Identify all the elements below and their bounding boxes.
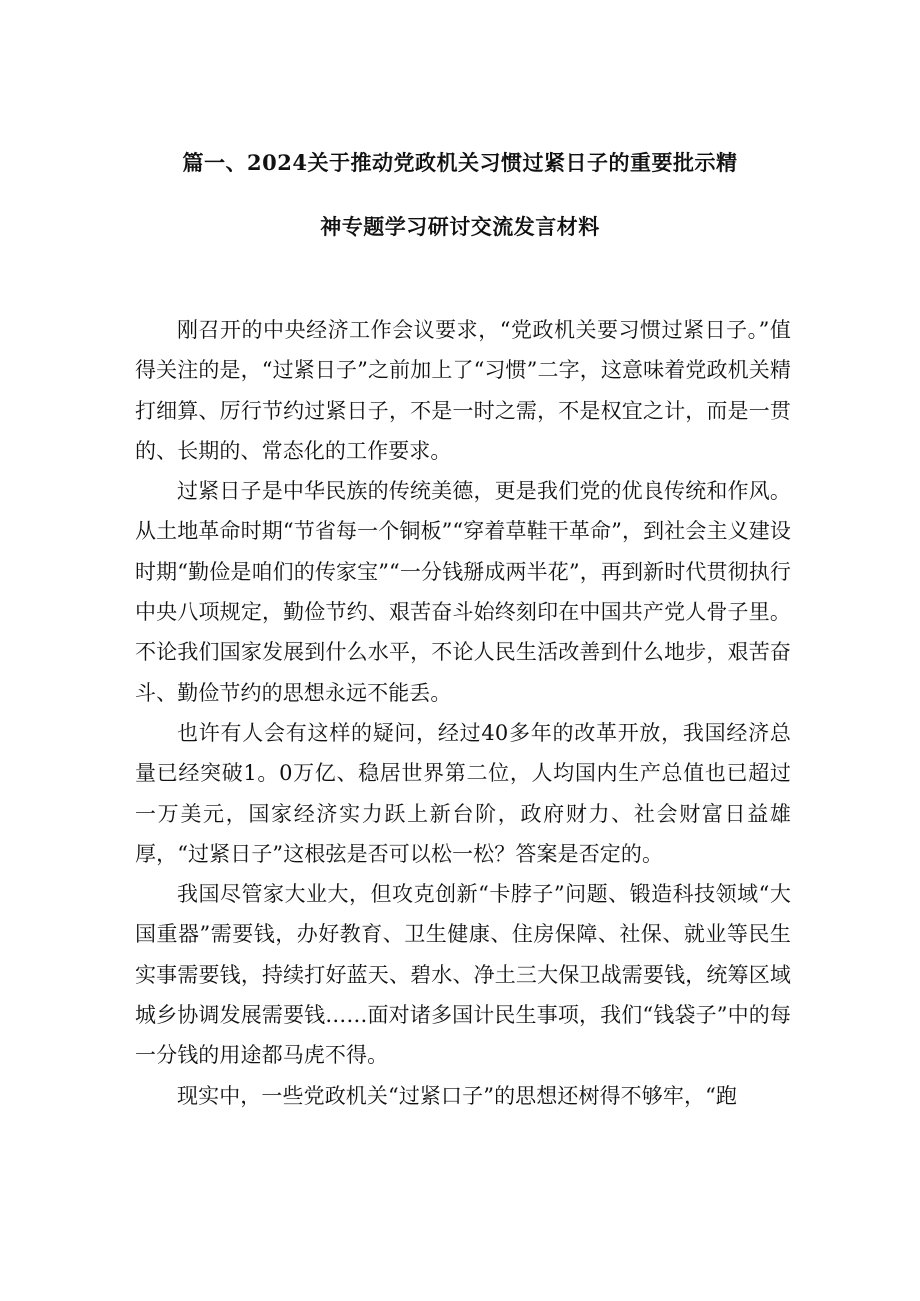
paragraph-5: 现实中，一些党政机关“过紧口子”的思想还树得不够牢，“跑 [177,1083,738,1108]
document-title-line-2: 神专题学习研讨交流发言材料 [320,214,600,239]
document-title-line-1: 篇一、2024关于推动党政机关习惯过紧日子的重要批示精 [182,150,738,175]
paragraph-4: 我国尽管家大业大，但攻克创新“卡脖子”问题、锻造科技领域“大国重器”需要钱，办好教育、卫生健康、住房保障、社保、就业等民生实事需要钱，持续打好蓝天、碧水、净土三大保卫战需要钱，统筹区域城乡协调发展需要钱……面对诸多国计民生事项，我们“钱袋子”中的每一分钱的用途都马虎不得。 [135,882,791,1068]
paragraph-2: 过紧日子是中华民族的传统美德，更是我们党的优良传统和作风。从土地革命时期“节省每一个铜板”“穿着草鞋干革命”，到社会主义建设时期“勤俭是咱们的传家宝”“一分钱掰成两半花”，再到新时代贯彻执行中央八项规定，勤俭节约、艰苦奋斗始终刻印在中国共产党人骨子里。不论我们国家发展到什么水平，不论人民生活改善到什么地步，艰苦奋斗、勤俭节约的思想永远不能丢。 [135,479,791,705]
paragraph-3: 也许有人会有这样的疑问，经过40多年的改革开放，我国经济总量已经突破1。0万亿、稳居世界第二位，人均国内生产总值也已超过一万美元，国家经济实力跃上新台阶，政府财力、社会财富日益雄厚，“过紧日子”这根弦是否可以松一松？答案是否定的。 [135,720,791,866]
paragraph-1: 刚召开的中央经济工作会议要求，“党政机关要习惯过紧日子。”值得关注的是，“过紧日子”之前加上了“习惯”二字，这意味着党政机关精打细算、厉行节约过紧日子，不是一时之需，不是权宜之计，而是一贯的、长期的、常态化的工作要求。 [135,318,791,463]
document-body [135,310,791,1116]
